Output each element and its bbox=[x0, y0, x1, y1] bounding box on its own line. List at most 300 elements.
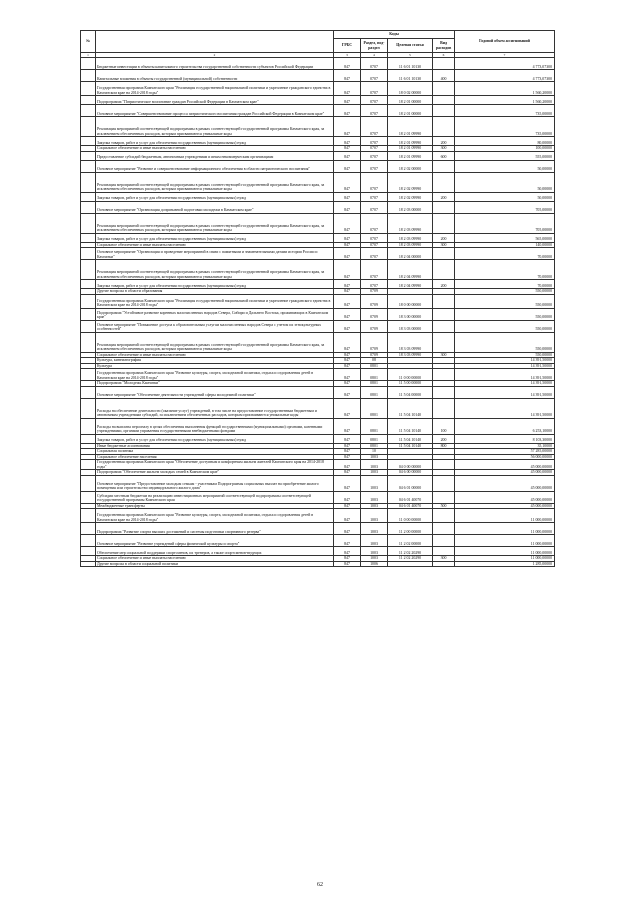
row-sum-cell: 550,00000 bbox=[455, 352, 555, 358]
row-target-cell: 04 6 01 00000 bbox=[388, 475, 433, 491]
col-grbs-header: ГРБС bbox=[334, 39, 361, 53]
row-grbs-cell: 847 bbox=[334, 332, 361, 352]
row-target-cell: 18 2 03 09990 bbox=[388, 213, 433, 233]
row-section-cell: 0801 bbox=[361, 381, 388, 387]
row-number-cell bbox=[81, 117, 96, 137]
row-exptype-cell bbox=[433, 58, 455, 70]
row-exptype-cell bbox=[433, 308, 455, 320]
row-exptype-cell bbox=[433, 117, 455, 137]
row-name-cell: Основное мероприятие "Развитие и совершенствование информационного обеспечения в области патриотического воспитания" bbox=[96, 160, 334, 172]
row-grbs-cell: 847 bbox=[334, 233, 361, 242]
row-name-cell: Субсидии местным бюджетам на реализацию инвестиционных мероприятий соответствующей подпрограммы соответствующей государственной программы Камчатского края bbox=[96, 491, 334, 503]
row-number-cell bbox=[81, 475, 96, 491]
row-target-cell: 18 3 03 09990 bbox=[388, 352, 433, 358]
budget-rows bbox=[81, 58, 555, 567]
row-grbs-cell: 847 bbox=[334, 248, 361, 260]
row-section-cell: 0707 bbox=[361, 146, 388, 152]
row-grbs-cell: 847 bbox=[334, 434, 361, 443]
table-row bbox=[81, 70, 555, 82]
table-row bbox=[81, 260, 555, 280]
row-grbs-cell: 847 bbox=[334, 547, 361, 556]
table-row bbox=[81, 294, 555, 308]
row-target-cell: 11 5 04 10140 bbox=[388, 418, 433, 434]
row-section-cell: 1006 bbox=[361, 561, 388, 567]
row-target-cell: 18 3 00 00000 bbox=[388, 308, 433, 320]
row-target-cell: 18 2 01 09990 bbox=[388, 146, 433, 152]
row-grbs-cell: 847 bbox=[334, 449, 361, 455]
table-row bbox=[81, 434, 555, 443]
row-exptype-cell bbox=[433, 523, 455, 535]
row-target-cell: 18 2 03 00000 bbox=[388, 201, 433, 213]
table-row bbox=[81, 418, 555, 434]
row-target-cell: 18 2 04 00000 bbox=[388, 248, 433, 260]
row-target-cell: 11 5 04 10140 bbox=[388, 398, 433, 418]
row-section-cell: 0707 bbox=[361, 137, 388, 146]
row-name-cell: Государственная программа Камчатского края "Реализация государственной национальной политики и укрепление гражданского единства в Камчатском крае на 2014-2018 годы" bbox=[96, 82, 334, 96]
row-number-cell bbox=[81, 233, 96, 242]
row-sum-cell: 45 000,00000 bbox=[455, 491, 555, 503]
row-section-cell: 0801 bbox=[361, 443, 388, 449]
row-target-cell: 11 0 00 00000 bbox=[388, 369, 433, 381]
row-target-cell: 18 3 03 00000 bbox=[388, 320, 433, 332]
row-sum-cell: 705,00000 bbox=[455, 213, 555, 233]
row-name-cell: Государственная программа Камчатского края "Реализация государственной национальной политики и укрепление гражданского единства в Камчатском крае на 2014-2018 годы" bbox=[96, 294, 334, 308]
row-section-cell: 1003 bbox=[361, 547, 388, 556]
row-grbs-cell: 847 bbox=[334, 192, 361, 201]
row-sum-cell: 14 391,50000 bbox=[455, 398, 555, 418]
index-cell: 4 bbox=[361, 53, 388, 58]
row-exptype-cell bbox=[433, 213, 455, 233]
row-grbs-cell: 847 bbox=[334, 535, 361, 547]
row-grbs-cell: 847 bbox=[334, 454, 361, 460]
row-section-cell: 0709 bbox=[361, 320, 388, 332]
row-exptype-cell: 200 bbox=[433, 434, 455, 443]
row-name-cell: Культура, кинематография bbox=[96, 358, 334, 364]
row-grbs-cell: 847 bbox=[334, 117, 361, 137]
col-number-header: № bbox=[81, 31, 96, 53]
row-sum-cell: 14 391,50000 bbox=[455, 369, 555, 381]
row-target-cell: 11 6 01 10130 bbox=[388, 58, 433, 70]
table-row bbox=[81, 547, 555, 556]
row-target-cell: 11 5 04 10140 bbox=[388, 434, 433, 443]
row-number-cell bbox=[81, 320, 96, 332]
row-number-cell bbox=[81, 280, 96, 289]
row-exptype-cell bbox=[433, 332, 455, 352]
row-target-cell: 11 5 04 00000 bbox=[388, 386, 433, 398]
row-exptype-cell: 100 bbox=[433, 418, 455, 434]
row-number-cell bbox=[81, 491, 96, 503]
table-row bbox=[81, 523, 555, 535]
row-number-cell bbox=[81, 260, 96, 280]
row-grbs-cell: 847 bbox=[334, 160, 361, 172]
row-exptype-cell: 300 bbox=[433, 556, 455, 562]
row-grbs-cell: 847 bbox=[334, 503, 361, 509]
row-sum-cell: 1 285,00000 bbox=[455, 561, 555, 567]
index-cell: 1 bbox=[81, 53, 96, 58]
row-target-cell: 11 0 00 00000 bbox=[388, 509, 433, 523]
row-number-cell bbox=[81, 294, 96, 308]
row-grbs-cell: 847 bbox=[334, 308, 361, 320]
row-exptype-cell bbox=[433, 172, 455, 192]
row-exptype-cell bbox=[433, 547, 455, 556]
row-exptype-cell: 800 bbox=[433, 443, 455, 449]
table-row bbox=[81, 192, 555, 201]
row-section-cell: 1003 bbox=[361, 509, 388, 523]
row-number-cell bbox=[81, 418, 96, 434]
row-number-cell bbox=[81, 82, 96, 96]
row-name-cell: Основное мероприятие "Развитие учреждений сферы физической культуры и спорта" bbox=[96, 535, 334, 547]
row-number-cell bbox=[81, 105, 96, 117]
row-sum-cell: 11 000,00000 bbox=[455, 535, 555, 547]
table-row bbox=[81, 82, 555, 96]
row-section-cell: 0709 bbox=[361, 332, 388, 352]
row-name-cell: Обеспечение мер социальной поддержки спортсменов, их тренеров, а также спортсменов-ведущих bbox=[96, 547, 334, 556]
row-target-cell: 11 2 02 20290 bbox=[388, 556, 433, 562]
row-sum-cell: 70,00000 bbox=[455, 280, 555, 289]
row-target-cell: 18 2 01 09990 bbox=[388, 151, 433, 160]
index-cell: 6 bbox=[433, 53, 455, 58]
row-sum-cell: 56 000,00000 bbox=[455, 454, 555, 460]
row-exptype-cell: 300 bbox=[433, 352, 455, 358]
row-sum-cell: 35,10000 bbox=[455, 443, 555, 449]
row-section-cell: 0707 bbox=[361, 58, 388, 70]
row-exptype-cell bbox=[433, 491, 455, 503]
row-sum-cell: 45 000,00000 bbox=[455, 470, 555, 476]
col-exptype-header: Вид расходов bbox=[433, 39, 455, 53]
page-number: 62 bbox=[317, 882, 323, 888]
row-exptype-cell: 200 bbox=[433, 233, 455, 242]
row-exptype-cell: 400 bbox=[433, 70, 455, 82]
row-exptype-cell bbox=[433, 320, 455, 332]
row-number-cell bbox=[81, 509, 96, 523]
row-name-cell: Реализация мероприятий соответствующей подпрограммы в рамках соответствующей государственной программы Камчатского края, за исключением обеспеченных расходов, которым присваиваются уникальные коды bbox=[96, 260, 334, 280]
row-number-cell bbox=[81, 386, 96, 398]
row-name-cell: Закупка товаров, работ и услуг для обеспечения государственных (муниципальных) нужд bbox=[96, 434, 334, 443]
row-grbs-cell: 847 bbox=[334, 105, 361, 117]
row-name-cell: Подпрограмма "Патриотическое воспитание граждан Российской Федерации в Камчатском крае" bbox=[96, 96, 334, 105]
table-row bbox=[81, 137, 555, 146]
row-grbs-cell: 847 bbox=[334, 470, 361, 476]
row-name-cell: Основное мероприятие "Повышение доступа к образовательным услугам малочисленных народов Севера с учетом их этнокультурных особенностей" bbox=[96, 320, 334, 332]
row-number-cell bbox=[81, 248, 96, 260]
row-sum-cell: 550,00000 bbox=[455, 320, 555, 332]
row-sum-cell: 550,00000 bbox=[455, 294, 555, 308]
row-section-cell: 1003 bbox=[361, 460, 388, 470]
row-section-cell: 1003 bbox=[361, 491, 388, 503]
row-section-cell: 1003 bbox=[361, 523, 388, 535]
row-target-cell: 11 2 00 00000 bbox=[388, 523, 433, 535]
row-exptype-cell bbox=[433, 535, 455, 547]
budget-table-sheet bbox=[80, 30, 554, 567]
row-grbs-cell: 847 bbox=[334, 491, 361, 503]
col-name-header bbox=[96, 31, 334, 53]
row-sum-cell: 11 000,00000 bbox=[455, 556, 555, 562]
row-sum-cell: 555,00000 bbox=[455, 151, 555, 160]
table-row bbox=[81, 201, 555, 213]
row-name-cell: Капитальные вложения в объекты государственной (муниципальной) собственности bbox=[96, 70, 334, 82]
row-target-cell: 11 5 04 10140 bbox=[388, 443, 433, 449]
row-sum-cell: 50,00000 bbox=[455, 172, 555, 192]
index-cell: 3 bbox=[334, 53, 361, 58]
row-name-cell: Социальное обеспечение населения bbox=[96, 454, 334, 460]
table-row bbox=[81, 213, 555, 233]
row-section-cell: 0709 bbox=[361, 289, 388, 295]
row-target-cell: 04 6 01 40070 bbox=[388, 503, 433, 509]
table-row bbox=[81, 320, 555, 332]
row-number-cell bbox=[81, 201, 96, 213]
table-row bbox=[81, 248, 555, 260]
row-grbs-cell: 847 bbox=[334, 58, 361, 70]
table-row bbox=[81, 233, 555, 242]
row-target-cell: 04 6 00 00000 bbox=[388, 470, 433, 476]
row-name-cell: Закупка товаров, работ и услуг для обеспечения государственных (муниципальных) нужд bbox=[96, 280, 334, 289]
row-sum-cell: 1 560,20000 bbox=[455, 82, 555, 96]
row-name-cell: Предоставление субсидий бюджетным, автономным учреждениям и иным некоммерческим организациям bbox=[96, 151, 334, 160]
row-target-cell: 18 2 01 09990 bbox=[388, 137, 433, 146]
row-exptype-cell: 300 bbox=[433, 146, 455, 152]
index-cell: 7 bbox=[455, 53, 555, 58]
row-grbs-cell: 847 bbox=[334, 369, 361, 381]
row-section-cell: 0707 bbox=[361, 96, 388, 105]
row-number-cell bbox=[81, 535, 96, 547]
row-sum-cell: 11 000,00000 bbox=[455, 509, 555, 523]
row-name-cell: Подпрограмма "Обеспечение жильем молодых семей в Камчатском крае" bbox=[96, 470, 334, 476]
table-row bbox=[81, 308, 555, 320]
row-section-cell: 0707 bbox=[361, 260, 388, 280]
table-row bbox=[81, 160, 555, 172]
row-section-cell: 1003 bbox=[361, 470, 388, 476]
table-row bbox=[81, 117, 555, 137]
row-exptype-cell bbox=[433, 386, 455, 398]
row-target-cell: 18 2 04 09990 bbox=[388, 280, 433, 289]
row-name-cell: Социальная политика bbox=[96, 449, 334, 455]
row-exptype-cell bbox=[433, 460, 455, 470]
row-exptype-cell bbox=[433, 248, 455, 260]
row-number-cell bbox=[81, 561, 96, 567]
row-sum-cell: 6 253,10000 bbox=[455, 418, 555, 434]
row-sum-cell: 1 560,20000 bbox=[455, 96, 555, 105]
row-section-cell: 0707 bbox=[361, 160, 388, 172]
row-grbs-cell: 847 bbox=[334, 363, 361, 369]
col-annual-header: Годовой объем ассигнований bbox=[455, 31, 555, 53]
row-section-cell: 0707 bbox=[361, 242, 388, 248]
row-grbs-cell: 847 bbox=[334, 352, 361, 358]
table-row bbox=[81, 172, 555, 192]
row-section-cell: 0707 bbox=[361, 105, 388, 117]
row-name-cell: Государственная программа Камчатского края "Развитие культуры, спорта, молодежной политики, отдыха и оздоровления детей в Камчатском крае на 2014-2018 годы" bbox=[96, 509, 334, 523]
row-sum-cell: 50,00000 bbox=[455, 192, 555, 201]
row-target-cell: 18 2 01 00000 bbox=[388, 96, 433, 105]
row-target-cell: 18 2 02 09990 bbox=[388, 192, 433, 201]
row-section-cell: 0707 bbox=[361, 192, 388, 201]
row-target-cell: 18 2 01 00000 bbox=[388, 105, 433, 117]
row-name-cell: Реализация мероприятий соответствующей подпрограммы в рамках соответствующей государственной программы Камчатского края, за исключением обеспеченных расходов, которым присваиваются уникальные коды bbox=[96, 332, 334, 352]
row-exptype-cell bbox=[433, 509, 455, 523]
row-exptype-cell: 200 bbox=[433, 280, 455, 289]
row-section-cell: 1003 bbox=[361, 475, 388, 491]
table-row bbox=[81, 96, 555, 105]
row-section-cell: 0801 bbox=[361, 398, 388, 418]
row-name-cell: Реализация мероприятий соответствующей подпрограммы в рамках соответствующей государственной программы Камчатского края, за исключением обеспеченных расходов, которым присваиваются уникальные коды bbox=[96, 213, 334, 233]
row-exptype-cell bbox=[433, 475, 455, 491]
row-section-cell: 0707 bbox=[361, 280, 388, 289]
row-sum-cell: 45 000,00000 bbox=[455, 475, 555, 491]
row-name-cell: Закупка товаров, работ и услуг для обеспечения государственных (муниципальных) нужд bbox=[96, 137, 334, 146]
row-sum-cell: 705,00000 bbox=[455, 201, 555, 213]
row-section-cell: 0801 bbox=[361, 369, 388, 381]
row-exptype-cell bbox=[433, 260, 455, 280]
row-number-cell bbox=[81, 398, 96, 418]
row-sum-cell: 4 773,07300 bbox=[455, 58, 555, 70]
row-name-cell: Подпрограмма "Устойчивое развитие коренных малочисленных народов Севера, Сибири и Дальнего Востока, проживающих в Камчатском крае" bbox=[96, 308, 334, 320]
row-number-cell bbox=[81, 332, 96, 352]
row-target-cell: 18 2 03 09990 bbox=[388, 242, 433, 248]
row-sum-cell: 11 000,00000 bbox=[455, 547, 555, 556]
table-row bbox=[81, 491, 555, 503]
table-row bbox=[81, 561, 555, 567]
row-section-cell: 0801 bbox=[361, 363, 388, 369]
row-sum-cell: 565,00000 bbox=[455, 233, 555, 242]
row-section-cell: 0707 bbox=[361, 117, 388, 137]
table-row bbox=[81, 386, 555, 398]
row-target-cell: 11 5 00 00000 bbox=[388, 381, 433, 387]
row-grbs-cell: 847 bbox=[334, 96, 361, 105]
row-sum-cell: 550,00000 bbox=[455, 289, 555, 295]
row-sum-cell: 550,00000 bbox=[455, 308, 555, 320]
row-name-cell: Социальное обеспечение и иные выплаты населению bbox=[96, 146, 334, 152]
row-section-cell: 08 bbox=[361, 358, 388, 364]
row-exptype-cell bbox=[433, 160, 455, 172]
row-grbs-cell: 847 bbox=[334, 172, 361, 192]
row-sum-cell: 735,00000 bbox=[455, 117, 555, 137]
row-name-cell: Реализация мероприятий соответствующей подпрограммы в рамках соответствующей государственной программы Камчатского края, за исключением обеспеченных расходов, которым присваиваются уникальные коды bbox=[96, 117, 334, 137]
col-section-header: Раздел, под-раздел bbox=[361, 39, 388, 53]
table-row bbox=[81, 151, 555, 160]
row-number-cell bbox=[81, 547, 96, 556]
table-row bbox=[81, 460, 555, 470]
row-sum-cell: 70,00000 bbox=[455, 260, 555, 280]
row-name-cell: Социальное обеспечение и иные выплаты населению bbox=[96, 556, 334, 562]
row-target-cell: 11 2 02 00000 bbox=[388, 535, 433, 547]
row-name-cell: Подпрограмма "Развитие спорта высших достижений и системы подготовки спортивного резерва" bbox=[96, 523, 334, 535]
row-sum-cell: 140,00000 bbox=[455, 242, 555, 248]
row-name-cell: Основное мероприятие "Обеспечение деятельности учреждений сферы молодежной политики" bbox=[96, 386, 334, 398]
row-sum-cell: 100,00000 bbox=[455, 146, 555, 152]
row-exptype-cell bbox=[433, 201, 455, 213]
row-section-cell: 10 bbox=[361, 449, 388, 455]
row-target-cell: 18 2 02 09990 bbox=[388, 172, 433, 192]
row-sum-cell: 14 391,50000 bbox=[455, 386, 555, 398]
row-section-cell: 0709 bbox=[361, 294, 388, 308]
row-grbs-cell: 847 bbox=[334, 509, 361, 523]
row-section-cell: 0707 bbox=[361, 151, 388, 160]
row-sum-cell: 50,00000 bbox=[455, 160, 555, 172]
row-sum-cell: 80,00000 bbox=[455, 137, 555, 146]
table-row bbox=[81, 105, 555, 117]
row-sum-cell: 70,00000 bbox=[455, 248, 555, 260]
row-number-cell bbox=[81, 369, 96, 381]
row-sum-cell: 45 000,00000 bbox=[455, 503, 555, 509]
row-name-cell: Другие вопросы в области образования bbox=[96, 289, 334, 295]
row-target-cell: 11 2 02 20290 bbox=[388, 547, 433, 556]
row-section-cell: 1003 bbox=[361, 556, 388, 562]
row-section-cell: 0707 bbox=[361, 70, 388, 82]
row-target-cell: 18 0 00 00000 bbox=[388, 294, 433, 308]
row-exptype-cell: 500 bbox=[433, 503, 455, 509]
row-exptype-cell bbox=[433, 369, 455, 381]
row-section-cell: 0707 bbox=[361, 248, 388, 260]
row-grbs-cell: 847 bbox=[334, 381, 361, 387]
row-name-cell: Социальное обеспечение и иные выплаты населению bbox=[96, 352, 334, 358]
table-row bbox=[81, 509, 555, 523]
row-grbs-cell: 847 bbox=[334, 70, 361, 82]
row-section-cell: 0801 bbox=[361, 386, 388, 398]
row-number-cell bbox=[81, 192, 96, 201]
row-sum-cell: 11 000,00000 bbox=[455, 523, 555, 535]
row-grbs-cell: 847 bbox=[334, 289, 361, 295]
row-grbs-cell: 847 bbox=[334, 386, 361, 398]
row-target-cell: 11 6 01 10130 bbox=[388, 70, 433, 82]
row-section-cell: 1003 bbox=[361, 503, 388, 509]
row-exptype-cell bbox=[433, 398, 455, 418]
codes-header: Коды bbox=[334, 31, 455, 39]
row-name-cell: Расходы на обеспечение деятельности (оказание услуг) учреждений, в том числе на предоставление государственным бюджетным и автономным учреждениям субсидий, за исключением обеспеченных расходов, которым присваиваются уникальные коды bbox=[96, 398, 334, 418]
row-name-cell: Основное мероприятие "Совершенствование процесса патриотического воспитания граждан Российской Федерации в Камчатском крае" bbox=[96, 105, 334, 117]
table-row bbox=[81, 475, 555, 491]
row-number-cell bbox=[81, 160, 96, 172]
row-sum-cell: 57 285,00000 bbox=[455, 449, 555, 455]
row-target-cell: 18 2 02 00000 bbox=[388, 160, 433, 172]
row-exptype-cell: 200 bbox=[433, 137, 455, 146]
row-grbs-cell: 847 bbox=[334, 260, 361, 280]
row-section-cell: 0707 bbox=[361, 172, 388, 192]
row-target-cell: 04 6 01 40070 bbox=[388, 491, 433, 503]
row-name-cell: Социальное обеспечение и иные выплаты населению bbox=[96, 242, 334, 248]
row-grbs-cell: 847 bbox=[334, 151, 361, 160]
row-exptype-cell bbox=[433, 561, 455, 567]
row-number-cell bbox=[81, 172, 96, 192]
row-grbs-cell: 847 bbox=[334, 320, 361, 332]
row-sum-cell: 14 391,50000 bbox=[455, 358, 555, 364]
row-name-cell: Основное мероприятие "Предоставление молодым семьям - участникам Подпрограммы социальных выплат на приобретение жилого помещения или строительство индивидуального жилого дома" bbox=[96, 475, 334, 491]
row-exptype-cell bbox=[433, 96, 455, 105]
row-grbs-cell: 847 bbox=[334, 213, 361, 233]
row-number-cell bbox=[81, 96, 96, 105]
row-number-cell bbox=[81, 460, 96, 470]
row-target-cell: 18 2 01 09990 bbox=[388, 117, 433, 137]
row-exptype-cell bbox=[433, 294, 455, 308]
row-name-cell: Бюджетные инвестиции в объекты капитального строительства государственной собственности субъектов Российской Федерации bbox=[96, 58, 334, 70]
row-grbs-cell: 847 bbox=[334, 460, 361, 470]
table-row bbox=[81, 332, 555, 352]
row-name-cell: Реализация мероприятий соответствующей подпрограммы в рамках соответствующей государственной программы Камчатского края, за исключением обеспеченных расходов, которым присваиваются уникальные коды bbox=[96, 172, 334, 192]
row-number-cell bbox=[81, 434, 96, 443]
row-number-cell bbox=[81, 70, 96, 82]
row-section-cell: 0707 bbox=[361, 201, 388, 213]
row-exptype-cell bbox=[433, 82, 455, 96]
index-cell: 2 bbox=[96, 53, 334, 58]
row-target-cell: 18 3 03 09990 bbox=[388, 332, 433, 352]
row-name-cell: Подпрограмма "Молодежь Камчатки" bbox=[96, 381, 334, 387]
row-section-cell: 0707 bbox=[361, 233, 388, 242]
table-row bbox=[81, 58, 555, 70]
row-name-cell: Государственная программа Камчатского края "Обеспечение доступным и комфортным жильем жителей Камчатского края на 2014-2018 годы" bbox=[96, 460, 334, 470]
row-name-cell: Основное мероприятие "Организация допризывной подготовки молодежи в Камчатском крае" bbox=[96, 201, 334, 213]
table-row bbox=[81, 280, 555, 289]
row-grbs-cell: 847 bbox=[334, 137, 361, 146]
row-target-cell: 18 2 04 09990 bbox=[388, 260, 433, 280]
row-section-cell: 1003 bbox=[361, 454, 388, 460]
